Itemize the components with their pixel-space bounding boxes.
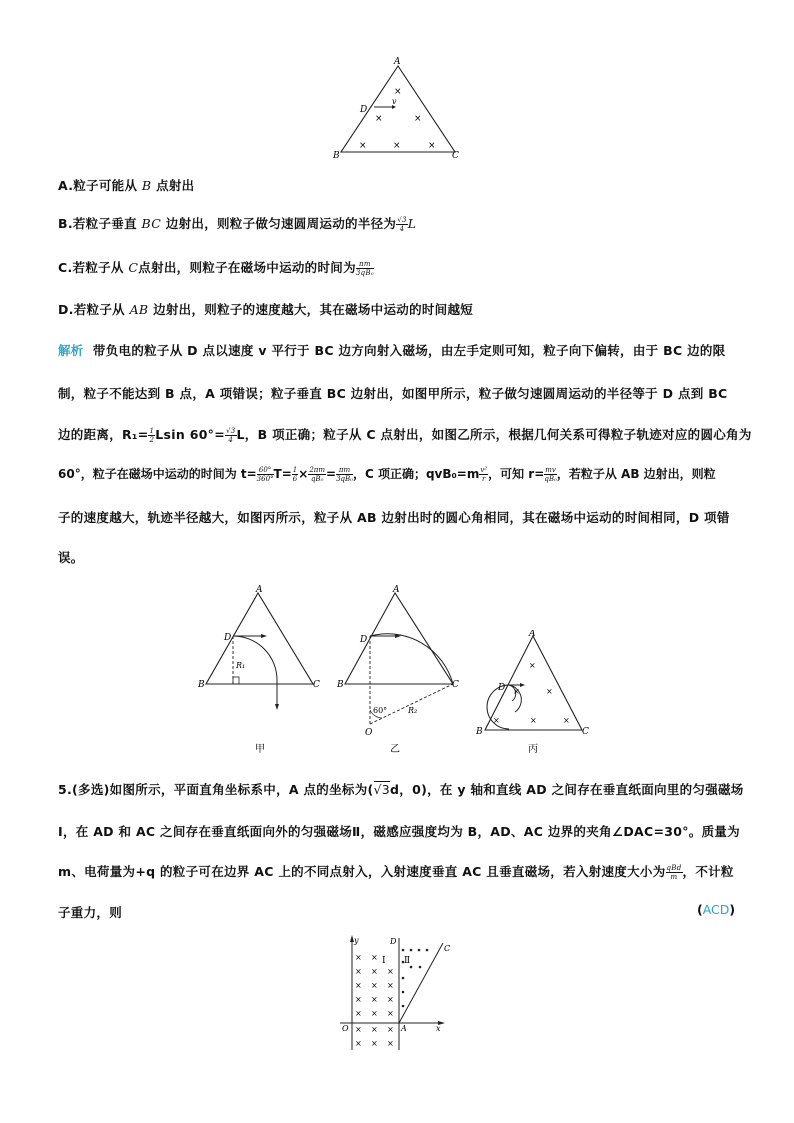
label-A: A (256, 585, 263, 595)
cross-mark: × (387, 981, 394, 990)
label-C: C (452, 680, 459, 690)
label-C: C (582, 727, 589, 737)
cross-mark: × (563, 716, 570, 725)
q5-line-1: 5.(多选)如图所示，平面直角坐标系中，A 点的坐标为(√3d，0)，在 y 轴和直线 AD 之间存在垂直纸面向里的匀强磁场 (58, 782, 744, 797)
q5-line-3: m、电荷量为+q 的粒子可在边界 AC 上的不同点射入，入射速度垂直 AC 且垂直磁场，若入射速度大小为 $\frac{\text{qBd}}{m}$ ，不计粒 (58, 864, 734, 881)
cross-mark: × (513, 687, 520, 696)
cross-grid (355, 953, 394, 1048)
dot-mark (402, 961, 405, 964)
dot-mark (402, 949, 405, 952)
cross-mark: × (493, 716, 500, 725)
cross-mark: × (355, 953, 362, 962)
option-d: D.若粒子从 AB 边射出，则粒子的速度越大，其在磁场中运动的时间越短 (58, 302, 474, 317)
cross-mark: × (355, 1025, 362, 1034)
cross-mark: × (371, 981, 378, 990)
answer-box: (ACD) (697, 902, 736, 917)
label-x: x (436, 1024, 441, 1033)
label-angle: 60° (373, 706, 388, 715)
cross-mark: × (355, 981, 362, 990)
dot-mark (419, 966, 422, 969)
bottom-coordinate-figure (330, 930, 455, 1055)
cross-mark: × (530, 716, 537, 725)
q5-line-2: Ⅰ，在 AD 和 AC 之间存在垂直纸面向外的匀强磁场Ⅱ，磁感应强度均为 B，AD、AC 边界的夹角∠DAC=30°。质量为 (58, 824, 740, 839)
label-D: D (390, 937, 397, 946)
dot-mark (402, 1005, 405, 1008)
cross-mark: × (371, 1009, 378, 1018)
label-D: D (224, 633, 232, 643)
label-A: A (401, 1024, 407, 1033)
cross-mark: × (375, 114, 383, 124)
cross-mark: × (355, 967, 362, 976)
dot-mark (410, 949, 413, 952)
label-O: O (342, 1024, 349, 1033)
label-R2: R₂ (408, 706, 418, 715)
cross-mark: × (387, 1039, 394, 1048)
cross-mark: × (371, 995, 378, 1004)
cross-mark: × (355, 1039, 362, 1048)
label-D: D (498, 683, 506, 693)
top-triangle-figure (330, 55, 470, 165)
option-a: A.粒子可能从 B 点射出 (58, 178, 195, 193)
label-D: D (360, 635, 368, 645)
label-v: v (392, 97, 397, 106)
cross-mark: × (393, 141, 401, 151)
label-B: B (198, 680, 205, 690)
analysis-line-4: 60°，粒子在磁场中运动的时间为 t= $\frac{60^\circ}{360^\circ}$ T= $\frac{1}{6}$ × $\frac{2\pi m}{\text{qB₀}}$ = $\frac{\pi m}{\text{3qB₀}}$ ，C 项正确；qvB₀=m $\frac{\text{v²}}{r}$ ，可知 r= $\frac{mv}{\text{qB₀}}$ ，若粒子从 AB 边射出，则粒 (58, 466, 716, 483)
cross-mark: × (428, 141, 436, 151)
option-c: C.若粒子从 C点射出，则粒子在磁场中运动的时间为 $\frac{\pi m}{\text{3qB₀}}$ (58, 260, 374, 277)
label-C: C (444, 944, 451, 953)
caption-jia: 甲 (255, 744, 265, 755)
analysis-line-3: 边的距离，R₁= $\frac{1}{2}$ Lsin 60°= $\frac{√3}{4}$ L，B 项正确；粒子从 C 点射出，如图乙所示，根据几何关系可得粒子轨迹对应的圆心角为 (58, 427, 752, 444)
label-A: A (529, 630, 536, 639)
cross-mark: × (387, 1025, 394, 1034)
option-b: B.若粒子垂直 BC 边射出，则粒子做匀速圆周运动的半径为 $\frac{√3}{4}$ L (58, 216, 417, 233)
figure-yi (335, 580, 470, 760)
cross-mark: × (394, 87, 402, 97)
dot-mark (402, 991, 405, 994)
answer-text: ACD (702, 902, 730, 917)
label-O: O (365, 728, 373, 738)
label-region-1: Ⅰ (382, 956, 386, 966)
figure-jia (195, 580, 325, 760)
cross-mark: × (529, 661, 536, 670)
cross-mark: × (387, 995, 394, 1004)
label-C: C (452, 151, 459, 161)
analysis-line-1: 解析 带负电的粒子从 D 点以速度 v 平行于 BC 边方向射入磁场，由左手定则可知，粒子向下偏转，由于 BC 边的限 (58, 343, 726, 358)
dot-mark (410, 966, 413, 969)
label-B: B (476, 727, 483, 737)
analysis-line-2: 制，粒子不能达到 B 点，A 项错误；粒子垂直 BC 边射出，如图甲所示，粒子做匀速圆周运动的半径等于 D 点到 BC (58, 386, 728, 401)
cross-mark: × (546, 687, 553, 696)
cross-mark: × (371, 967, 378, 976)
label-A: A (393, 585, 400, 595)
cross-mark: × (371, 1039, 378, 1048)
caption-yi: 乙 (390, 744, 400, 755)
cross-mark: × (355, 1009, 362, 1018)
caption-bing: 丙 (528, 744, 538, 755)
cross-mark: × (371, 953, 378, 962)
label-R1: R₁ (236, 661, 246, 670)
cross-mark: × (387, 967, 394, 976)
label-B: B (333, 151, 340, 161)
dot-mark (426, 949, 429, 952)
analysis-line-6: 误。 (58, 550, 84, 565)
label-A: A (394, 57, 401, 67)
label-region-2: Ⅱ (404, 956, 411, 966)
analysis-line-5: 子的速度越大，轨迹半径越大，如图丙所示，粒子从 AB 边射出时的圆心角相同，其在磁场中运动的时间相同，D 项错 (58, 510, 730, 525)
cross-mark: × (359, 141, 367, 151)
dot-mark (402, 977, 405, 980)
figure-bing (475, 630, 595, 760)
label-B: B (337, 680, 344, 690)
dot-mark (418, 949, 421, 952)
cross-mark: × (355, 995, 362, 1004)
q5-line-4: 子重力，则 (58, 905, 123, 920)
label-C: C (313, 680, 320, 690)
label-y: y (354, 936, 359, 945)
cross-mark: × (414, 114, 422, 124)
cross-mark: × (371, 1025, 378, 1034)
analysis-label: 解析 (58, 343, 84, 358)
cross-mark: × (387, 1009, 394, 1018)
label-D: D (360, 105, 368, 115)
